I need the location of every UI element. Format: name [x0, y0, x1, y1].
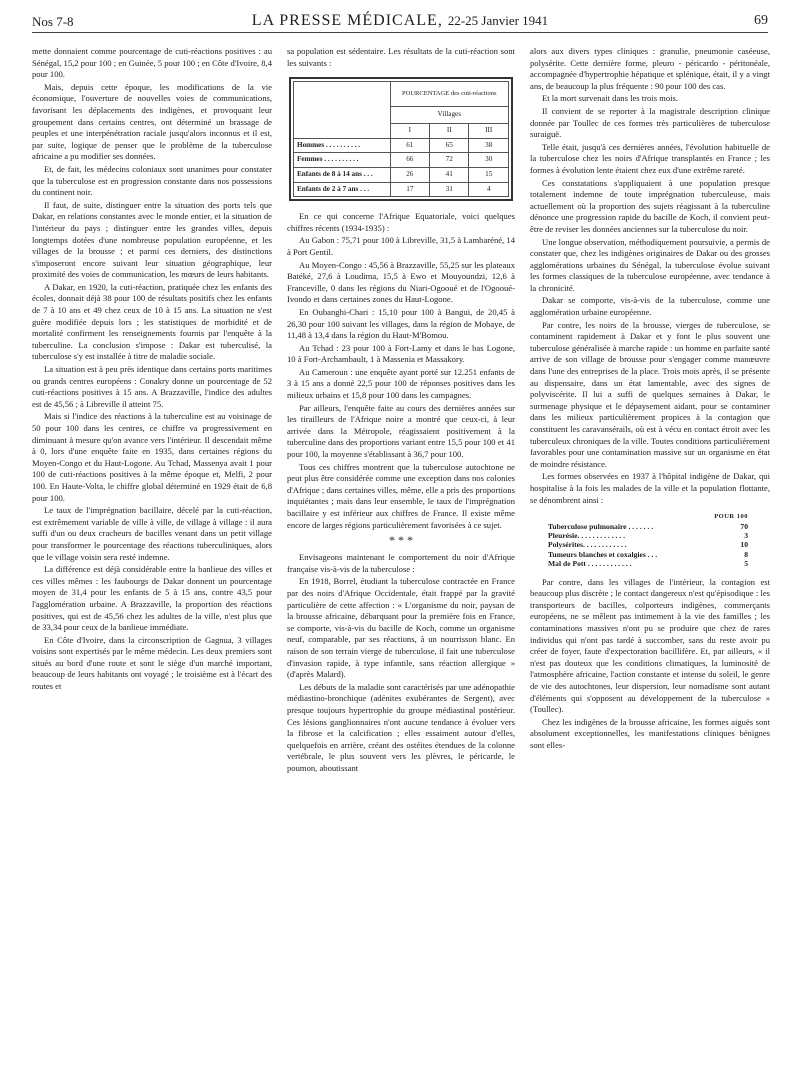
table-corner: [294, 82, 391, 139]
paragraph: Au Moyen-Congo : 45,56 à Brazzaville, 55,25 sur les plateaux Batéké, 27,6 à Loudima, 15,5 à Ewo et Mouyoundzi, 12,6 à Franceville, 0 dans les régions du Niari-Ogooué et de l'Ogooué-Ivondo et dans certaines zones du Haut-Logone.: [287, 259, 515, 305]
forms-table-row: [548, 559, 748, 568]
paragraph: Au Gabon : 75,71 pour 100 à Libreville, 31,5 à Lambaréné, 14 à Port Gentil.: [287, 235, 515, 257]
paragraph: Par contre, dans les villages de l'intérieur, la contagion est beaucoup plus discrète ; le contact dangereux n'est qu'épisodique : les transporteurs de bacilles, colporteurs indigènes, commerçants européens, ne se mêlent pas intimement à la vie des familles ; les contaminations massives n'ont pu se produire que chez de rares individus qui n'ont pas tardé à succomber, sans du reste avoir pu créer de foyer, faute d'expectoration bacillifère. Et, par ailleurs, « il n'est pas douteux que les conditions climatiques, la luminosité de l'atmosphère africaine, l'action constante et intense du soleil, le genre de vie des autochtones, leur dispersion, leur nomadisme sont autant d'éléments qui s'opposent au développement de la tuberculose » (Toullec).: [530, 576, 770, 715]
paragraph: Les formes observées en 1937 à l'hôpital indigène de Dakar, qui hospitalise à la fois les malades de la ville et la population flottante, se dénombrent ainsi :: [530, 471, 770, 505]
row-label: Polysérites. . . . . . . . . . . .: [548, 540, 627, 550]
row-label: Tuberculose pulmonaire . . . . . . .: [548, 521, 654, 531]
row-value: 10: [740, 540, 748, 550]
column-2: [287, 46, 515, 775]
paragraph: A Dakar, en 1920, la cuti-réaction, pratiquée chez les enfants des écoles, donnait déjà 38 pour 100 de résultats positifs chez les enfants de 7 à 10 ans et 49 chez ceux de 10 à 15 ans. La situation ne s'est guère modifiée depuis lors ; les statistiques de morbidité et de mortalité confirment les renseignements fournis par l'enquête à la tuberculine. La conclusion s'impose : Dakar est tuberculisé, la tuberculose s'y est installée à titre de maladie sociale.: [32, 281, 272, 362]
paragraph: alors aux divers types cliniques : granulie, pneumonie caséeuse, polysérite. Cette dernière forme, pleuro - péricardo - péritonéale, accompagnée d'hypertrophie hépatique et splénique, était, il y a vingt ans, de beaucoup la plus fréquente : 90 pour 100 des cas.: [530, 46, 770, 91]
paragraph: Dakar se comporte, vis-à-vis de la tuberculose, comme une agglomération urbaine européenne.: [530, 295, 770, 318]
table-cell: 72: [430, 153, 469, 168]
paragraph: Au Tchad : 23 pour 100 à Fort-Lamy et dans le bas Logone, 10 à Fort-Archambault, 1 à Massenia et Massakory.: [287, 342, 515, 365]
row-label: Pleurésie. . . . . . . . . . . . .: [548, 530, 625, 540]
row-label: Mal de Pott . . . . . . . . . . . .: [548, 559, 632, 569]
forms-table-row: [548, 550, 748, 559]
table-cell: 38: [469, 138, 509, 153]
table-col-header: II: [430, 124, 469, 139]
row-value: 70: [740, 521, 748, 531]
row-label: Tumeurs blanches et coxalgies . . .: [548, 549, 658, 559]
table-cell: 30: [469, 153, 509, 168]
paragraph: Mais, depuis cette époque, les modifications de la vie économique, l'ouverture de nouvelles voies de communications, favorisant les déplacements des indigènes, et provoquant leur groupement dans certains centres, ont déterminé un brassage de peuples et une interpénétration raciale jusqu'alors inconnus et il est, par suite, logique de penser que le problème de la tuberculose africaine a pu modifier ses données.: [32, 81, 272, 162]
journal-title: [32, 12, 768, 30]
forms-table-row: [548, 522, 748, 531]
paragraph: Envisageons maintenant le comportement du noir d'Afrique française vis-à-vis de la tuberculose :: [287, 552, 515, 574]
table-cell: 17: [390, 182, 429, 197]
row-label: Femmes . . . . . . . . . .: [294, 153, 391, 168]
journal-name: LA PRESSE MÉDICALE,: [251, 12, 443, 29]
table-col-header: III: [469, 124, 509, 139]
paragraph: En Oubanghi-Chari : 15,10 pour 100 à Bangui, de 20,45 à 26,30 pour 100 suivant les villages, dans la région de Mobaye, de 11,48 à 13,4 dans la région du Haut-M'Bomou.: [287, 306, 515, 341]
paragraph: Ces constatations s'appliquaient à une population presque totalement indemne de toute imprégnation tuberculeuse, mais actuellement où la proportion des sujets réagissant à la tuberculine dénonce une progression rapide du bacille de Koch, il convient peut-être de reviser les données anciennes sur la tuberculose du noir.: [530, 177, 770, 234]
row-value: 3: [744, 530, 748, 540]
table-col-header: I: [390, 124, 429, 139]
table-cell: 26: [390, 167, 429, 182]
paragraph: mette donnaient comme pourcentage de cuti-réactions positives : au Sénégal, 15,2 pour 100 ; en Guinée, 5 pour 100 ; en Côte d'Ivoire, 8,4 pour 100.: [32, 46, 272, 80]
paragraph: Les débuts de la maladie sont caractérisés par une adénopathie médiastino-bronchique (adénites exubérantes de Sergent), avec presque toujours hypertrophie du groupe médiastinal postérieur. Ces lésions ganglionnaires n'ont aucune tendance à évoluer vers la fibrose et la calcification ; elles essaiment autour d'elles, quelquefois en arrière, créant des ostéites étendues de la colonne vertébrale, le plus souvent vers les plèvres, le péricarde, le poumon, aboutissant: [287, 681, 515, 773]
paragraph: Chez les indigènes de la brousse africaine, les formes aiguës sont absolument exceptionnelles, les manifestations cliniques bénignes sont elles-: [530, 716, 770, 750]
table-header-villages: Villages: [390, 107, 508, 124]
village-table: [289, 77, 513, 201]
table-cell: 61: [390, 138, 429, 153]
table-row: [294, 182, 509, 197]
row-label: Hommes . . . . . . . . . .: [294, 138, 391, 153]
table-cell: 66: [390, 153, 429, 168]
paragraph: Au Cameroun : une enquête ayant porté sur 12.251 enfants de 3 à 15 ans a donné 22,5 pour 100 de réponses positives dans les milieux urbains et 15,8 pour 100 dans les campagnes.: [287, 366, 515, 401]
forms-table-caption: POUR 100: [714, 513, 748, 521]
row-value: 8: [744, 549, 748, 559]
column-1: [32, 46, 272, 694]
table-cell: 65: [430, 138, 469, 153]
paragraph: Il faut, de suite, distinguer entre la situation des ports tels que Dakar, en relations constantes avec le monde entier, et la situation de l'intérieur du pays ; distinguer entre les grandes villes, depuis longtemps dotées d'une nombreuse population européenne, et les villages de la brousse ; et parmi ces derniers, des distinctions s'imposeront encore suivant leur situation géographique, leur proximité des voies de communication, les mœurs de leurs habitants.: [32, 199, 272, 280]
paragraph: Par ailleurs, l'enquête faite au cours des dernières années sur les tirailleurs de l'Afrique noire a montré que ceux-ci, à leur arrivée dans la Métropole, réagissaient positivement à la tuberculine dans des proportions variant entre 15,5 pour 100 et 41 pour 100, la moyenne s'établissant à 36,7 pour 100.: [287, 402, 515, 460]
paragraph: Il convient de se reporter à la magistrale description clinique donnée par Toullec de ces formes très particulières de tuberculose suraiguë.: [530, 105, 770, 140]
issue-date: 22-25 Janvier 1941: [447, 13, 549, 28]
table-cell: 4: [469, 182, 509, 197]
paragraph: Le taux de l'imprégnation bacillaire, décelé par la cuti-réaction, est extrêmement variable de ville à ville, de village à village : il aura suffi d'un ou deux cracheurs de bacilles venant dans un petit village pour transformer le pourcentage des réactions tuberculiniques, alors que le village voisin sera resté indemne.: [32, 505, 272, 562]
paragraph: La différence est déjà considérable entre la banlieue des villes et ces villes mêmes : les faubourgs de Dakar donnent un pourcentage moyen de 31,4 pour les enfants de 5 à 15 ans, contre 43,5 pour l'agglomération urbaine. A Brazzaville, la proportion des réactions positives, qui est de 45,56 chez les adultes de la ville, n'est plus que de 33,34 pour ceux de la banlieue immédiate.: [32, 564, 272, 633]
paragraph: sa population est sédentaire. Les résultats de la cuti-réaction sont les suivants :: [287, 46, 515, 68]
table-row: [294, 167, 509, 182]
paragraph: Telle était, jusqu'à ces dernières années, l'évolution habituelle de la tuberculose chez les noirs d'Afrique transplantés en France ; les formes à évolution lente étaient chez eux d'une extrême rareté.: [530, 141, 770, 175]
paragraph: En 1918, Borrel, étudiant la tuberculose contractée en France par des noirs d'Afrique Occidentale, était frappé par la gravité particulière de cette affection : « L'organisme du noir, paysan de la brousse africaine, débarquant pour la première fois en France, se comporte, vis-à-vis du bacille de Koch, comme un organisme neuf, comparable, par ses réactions, à un nourrisson blanc. En raison de son terrain vierge de tuberculose, il fait une tuberculose d'invasion rapide, à type infantile, sans réaction allergique » (d'après Malard).: [287, 576, 515, 680]
paragraph: Une longue observation, méthodiquement poursuivie, a permis de constater que, chez les indigènes originaires de Dakar ou des grosses agglomérations urbaines du Sénégal, la tuberculose évolue suivant les formes classiques de la tuberculose européenne, avec tendance à la chronicité.: [530, 236, 770, 293]
table-row: [294, 138, 509, 153]
paragraph: Tous ces chiffres montrent que la tuberculose autochtone ne peut plus être considérée comme une exception dans nos colonies d'Afrique ; dans certaines villes, même, elle a pris des proportions inquiétantes ; mais dans leur ensemble, le taux de l'imprégnation bacillaire y est inférieur aux chiffres de France. Il existe même encore de larges régions particulièrement favorisées à ce sujet.: [287, 461, 515, 530]
page-header: [32, 8, 768, 33]
row-label: Enfants de 8 à 14 ans . . .: [294, 167, 391, 182]
forms-table-row: [548, 531, 748, 540]
column-3: [530, 46, 770, 753]
row-value: 5: [744, 559, 748, 569]
table-cell: 31: [430, 182, 469, 197]
page-number: 69: [754, 13, 768, 28]
paragraph: En ce qui concerne l'Afrique Equatoriale, voici quelques chiffres récents (1934-1935) :: [287, 211, 515, 233]
table-row: [294, 153, 509, 168]
section-separator: * * *: [389, 533, 413, 548]
paragraph: La situation est à peu près identique dans certains ports maritimes ou grands centres européens : Conakry donne un pourcentage de 52 cuti-réactions positives à 15 ans. A Brazzaville, l'indice des adultes est de 45,56 ; à Libreville il atteint 75.: [32, 364, 272, 409]
paragraph: Et, de fait, les médecins coloniaux sont unanimes pour constater que la tuberculose est en progression constante dans nos possessions du continent noir.: [32, 163, 272, 198]
table-cell: 15: [469, 167, 509, 182]
table-header-top: POURCENTAGE des cuti-réactions: [390, 82, 508, 107]
issue-number: Nos 7-8: [32, 14, 74, 29]
paragraph: Par contre, les noirs de la brousse, vierges de tuberculose, se contaminent rapidement à Dakar et y font le plus souvent une tuberculose généralisée à marche rapide : un homme en parfaite santé arrive de son village de brousse pour s'engager comme manœuvre dans l'une des entreprises de la place. Trois mois après, il se présente au dispensaire, dans un état lamentable, avec des signes de polyviscérite. Il lui a suffi de quelques semaines à Dakar, le surmenage physique et le dépaysement aidant, pour se contaminer dans les milieux particulièrement propices à la contagion que constituent les caravansérails, où est à vécu en contact étroit avec les tuberculeux chroniques de la ville. Toutes conditions particulièrement favorables pour une contamination massive sur un organisme en état de moindre résistance.: [530, 319, 770, 469]
forms-table: [548, 512, 748, 568]
paragraph: Mais si l'indice des réactions à la tuberculine est au voisinage de 50 pour 100 dans les centres, ce chiffre va progressivement en diminuant à mesure qu'on avance vers l'intérieur. Il descendait même à 0, lors d'une enquête faite en 1935, dans certaines régions du Moyen-Congo et du Haut-Logone. Au Tchad, Massenya avait 1 pour 100 de cuti-réactions positives à la même époque et, Melfi, 2 pour 100. En Haute-Volta, le chiffre global déterminé en 1929 était de 6,8 pour 100.: [32, 411, 272, 503]
table-cell: 41: [430, 167, 469, 182]
paragraph: En Côte d'Ivoire, dans la circonscription de Gagnua, 3 villages voisins sont expertisés par le même médecin. Les deux premiers sont situés au bord d'une route et sont le siège d'un marché important, beaucoup de leurs habitants ont voyagé ; le troisième est à l'écart des routes et: [32, 634, 272, 692]
paragraph: Et la mort survenait dans les trois mois.: [542, 93, 679, 104]
row-label: Enfants de 2 à 7 ans . . .: [294, 182, 391, 197]
forms-table-row: [548, 540, 748, 549]
